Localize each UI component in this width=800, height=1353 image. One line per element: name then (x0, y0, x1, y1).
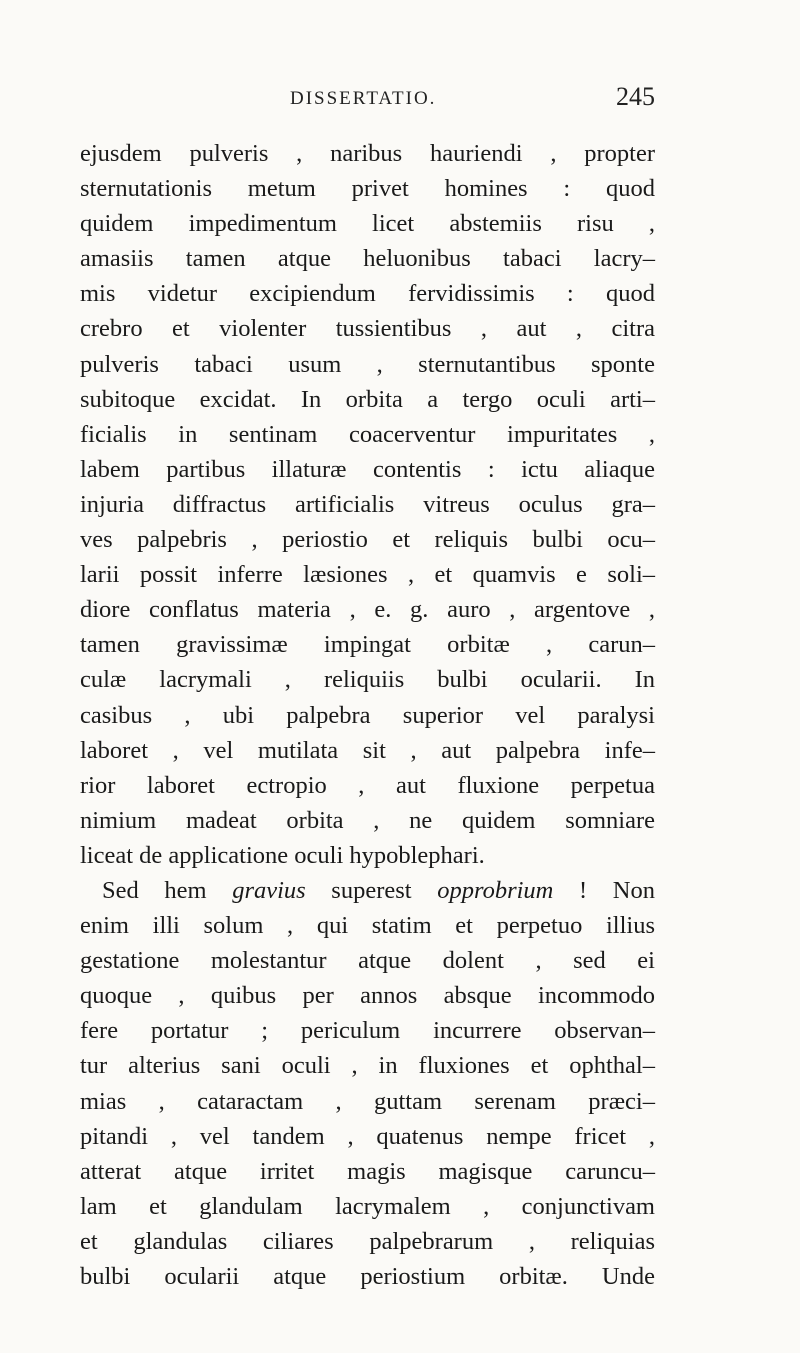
text-line: tur alterius sani oculi , in fluxiones et ophthal– (80, 1052, 655, 1080)
text-line: et glandulas ciliares palpebrarum , reliquias (80, 1227, 655, 1255)
text-line: ves palpebris , periostio et reliquis bulbi ocu– (80, 526, 655, 554)
text-line: larii possit inferre læsiones , et quamvis e soli– (80, 561, 655, 589)
text-line: culæ lacrymali , reliquiis bulbi ocularii. In (80, 666, 655, 694)
page-number: 245 (616, 82, 655, 111)
text-line: diore conflatus materia , e. g. auro , argentove , (80, 596, 655, 624)
text-line: ficialis in sentinam coacerventur impuritates , (80, 420, 655, 448)
paragraph-start-line (80, 873, 655, 908)
text-line: fere portatur ; periculum incurrere observan– (80, 1017, 655, 1045)
text-line: rior laboret ectropio , aut fluxione perpetua (80, 771, 655, 799)
text-line: laboret , vel mutilata sit , aut palpebra infe– (80, 736, 655, 764)
text-line: mis videtur excipiendum fervidissimis : quod (80, 280, 655, 308)
italic-word-gravius: gravius (232, 876, 306, 904)
text-line: subitoque excidat. In orbita a tergo oculi arti– (80, 385, 655, 413)
text-line: tamen gravissimæ impingat orbitæ , carun– (80, 631, 655, 659)
text-line: mias , cataractam , guttam serenam præci– (80, 1087, 655, 1115)
text-line: amasiis tamen atque heluonibus tabaci lacry– (80, 245, 655, 273)
text-run: ! Non (553, 876, 655, 904)
text-line: injuria diffractus artificialis vitreus oculus gra– (80, 490, 655, 518)
text-line: bulbi ocularii atque periostium orbitæ. Unde (80, 1263, 655, 1290)
text-line: liceat de applicatione oculi hypoblephari. (80, 841, 485, 869)
text-line: sternutationis metum privet homines : quod (80, 175, 655, 203)
text-line: pulveris tabaci usum , sternutantibus sponte (80, 350, 655, 378)
text-line: crebro et violenter tussientibus , aut , citra (80, 315, 655, 343)
text-line: enim illi solum , qui statim et perpetuo illius (80, 912, 655, 940)
text-line: ejusdem pulveris , naribus hauriendi , propter (80, 140, 655, 167)
text-line: nimium madeat orbita , ne quidem somniare (80, 806, 655, 834)
text-line: labem partibus illaturæ contentis : ictu aliaque (80, 455, 655, 483)
text-run: Sed hem (102, 876, 233, 904)
body-text (80, 136, 655, 1294)
text-line: casibus , ubi palpebra superior vel paralysi (80, 701, 655, 729)
running-title: DISSERTATIO. (290, 88, 437, 109)
text-line: quoque , quibus per annos absque incommodo (80, 982, 655, 1010)
text-line: quidem impedimentum licet abstemiis risu , (80, 210, 655, 238)
text-run: superest (305, 876, 438, 904)
text-line: gestatione molestantur atque dolent , sed ei (80, 947, 655, 975)
text-line: lam et glandulam lacrymalem , conjunctivam (80, 1192, 655, 1220)
running-head (80, 82, 655, 118)
text-line: pitandi , vel tandem , quatenus nempe fricet , (80, 1122, 655, 1150)
text-line: atterat atque irritet magis magisque caruncu– (80, 1157, 655, 1185)
italic-word-opprobrium: opprobrium (437, 876, 554, 904)
